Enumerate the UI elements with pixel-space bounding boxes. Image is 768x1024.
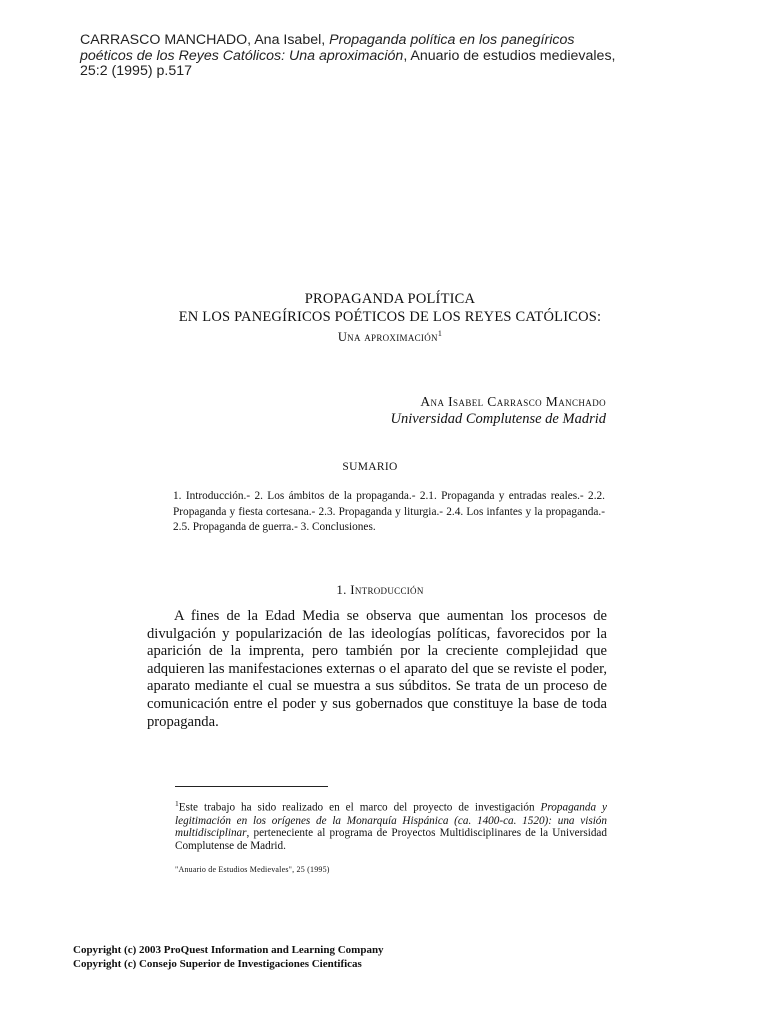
author-name: Ana Isabel Carrasco Manchado <box>420 394 606 409</box>
citation-line-1 <box>80 33 640 49</box>
citation-authors: CARRASCO MANCHADO, Ana Isabel, <box>80 32 330 48</box>
article-subtitle <box>100 329 680 345</box>
section-heading: 1. Introducción <box>336 582 424 597</box>
journal-note: "Anuario de Estudios Medievales", 25 (1995) <box>175 865 330 874</box>
footnote-divider <box>175 786 328 787</box>
citation-journal: , Anuario de estudios medievales, <box>403 47 616 64</box>
footnote-project-title: Propaganda y legitimación en los orígenes de la Monarquía Hispánica (ca. 1400-ca. 1520): una visión multidisciplinar <box>175 801 607 840</box>
body-paragraph: A fines de la Edad Media se observa que aumentan los procesos de divulgación y popularización de las ideologías políticas, favorecidos por la aparición de la imprenta, pero también por la creciente complejidad que adquieren las manifestaciones externas o el aparato del que se reviste el poder, aparato mediante el cual se muestra a sus súbditos. Se trata de un proceso de comunicación entre el poder y sus gobernados que constituye la base de toda propaganda. <box>147 608 607 730</box>
article-title-line-1: PROPAGANDA POLÍTICA <box>304 291 476 307</box>
footnote-reference: 1 <box>437 329 443 338</box>
summary-text: 1. Introducción.- 2. Los ámbitos de la propaganda.- 2.1. Propaganda y entradas reales.- 2.2. Propaganda y fiesta cortesana.- 2.3. Propaganda y liturgia.- 2.4. Los infantes y la propaganda.- 2.5. Propaganda de guerra.- 3. Conclusiones. <box>173 490 605 533</box>
citation-header <box>80 33 640 80</box>
article-subtitle-text: Una aproximación <box>337 330 438 345</box>
citation-line-3: 25:2 (1995) p.517 <box>80 63 193 79</box>
footnote-text-part-3: , perteneciente al programa de Proyectos Multidisciplinares de la Universidad Complutense de Madrid. <box>175 827 607 853</box>
article-title-line-2: EN LOS PANEGÍRICOS POÉTICOS DE LOS REYES CATÓLICOS: <box>178 309 602 325</box>
citation-title-part-1: Propaganda política en los panegíricos <box>329 32 575 48</box>
author-affiliation: Universidad Complutense de Madrid <box>390 411 606 427</box>
citation-line-2 <box>80 49 640 65</box>
copyright-line-2: Copyright (c) Consejo Superior de Investigaciones Cientificas <box>73 958 362 970</box>
copyright-line-1: Copyright (c) 2003 ProQuest Information and Learning Company <box>73 944 384 956</box>
footnote-mark: 1 <box>175 799 179 808</box>
footnote-text-part-1: Este trabajo ha sido realizado en el marco del proyecto de investigación <box>178 801 541 814</box>
footnote <box>175 798 607 853</box>
citation-title-part-2: poéticos de los Reyes Católicos: Una aproximación <box>80 47 404 64</box>
summary-heading: SUMARIO <box>342 461 398 473</box>
